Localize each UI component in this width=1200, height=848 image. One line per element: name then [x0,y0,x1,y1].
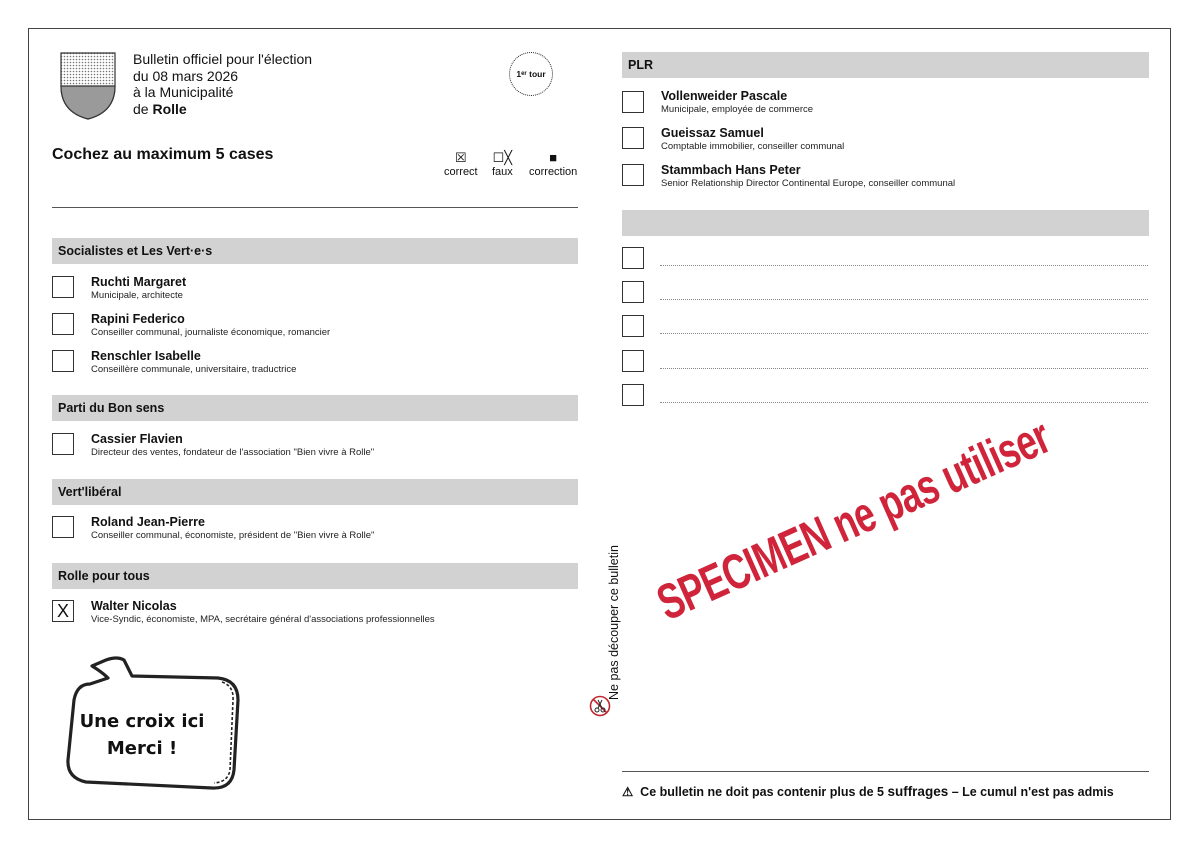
do-not-cut-notice: Ne pas découper ce bulletin [607,545,621,700]
list-header-bon-sens: Parti du Bon sens [52,395,578,421]
candidate-description: Municipale, employée de commerce [661,104,814,115]
candidate-checkbox[interactable] [622,91,644,113]
candidate-name: Renschler Isabelle [91,349,201,363]
candidate-description: Vice-Syndic, économiste, MPA, secrétaire général d'associations professionnelles [91,614,435,625]
list-header-blank [622,210,1149,236]
candidate-checkbox[interactable] [622,164,644,186]
filled-box-icon: ■ [549,150,558,165]
candidate-description: Conseiller communal, journaliste économique, romancier [91,327,331,338]
blank-checkbox[interactable] [622,247,644,269]
write-in-line[interactable] [660,299,1148,300]
list-header-rolle-pour-tous: Rolle pour tous [52,563,578,589]
header-line-4: de Rolle [133,100,187,117]
divider [52,207,578,208]
candidate-name: Roland Jean-Pierre [91,515,205,529]
candidate-checkbox[interactable] [52,313,74,335]
candidate-description: Municipale, architecte [91,290,183,301]
write-in-line[interactable] [660,265,1148,266]
candidate-checkbox[interactable] [622,127,644,149]
rolle-coat-of-arms-icon [60,52,116,120]
candidate-checkbox[interactable]: X [52,600,74,622]
candidate-name: Rapini Federico [91,312,185,326]
candidate-checkbox[interactable] [52,276,74,298]
header-line-2: du 08 mars 2026 [133,67,239,84]
blank-checkbox[interactable] [622,281,644,303]
header-line-3: à la Municipalité [133,84,234,100]
candidate-description: Conseillère communale, universitaire, traductrice [91,364,297,375]
candidate-name: Stammbach Hans Peter [661,163,801,177]
candidate-checkbox[interactable] [52,350,74,372]
candidate-description: Senior Relationship Director Continental Europe, conseiller communal [661,178,956,189]
footer-warning: ⚠ Ce bulletin ne doit pas contenir plus de 5 suffrages – Le cumul n'est pas admis [622,784,1114,799]
legend-correct: ☒ correct [444,150,478,178]
speech-bubble-text: Une croix ici Merci ! [79,711,205,759]
legend-correction: ■ correction [529,150,578,178]
list-header-socialistes: Socialistes et Les Vert·e·s [52,238,578,264]
write-in-line[interactable] [660,333,1148,334]
blank-checkbox[interactable] [622,315,644,337]
candidate-description: Conseiller communal, économiste, président de "Bien vivre à Rolle" [91,530,375,541]
wrong-mark-icon: ☐╳ [492,150,513,165]
candidate-name: Gueissaz Samuel [661,126,764,140]
candidate-checkbox[interactable] [52,433,74,455]
warning-icon: ⚠ [622,785,634,799]
specimen-stamp: SPECIMEN ne pas utiliser [648,407,1058,632]
footer-divider [622,771,1149,772]
no-scissors-icon [589,695,611,717]
list-header-plr: PLR [622,52,1149,78]
header-line-1: Bulletin officiel pour l'élection [133,51,313,67]
blank-checkbox[interactable] [622,350,644,372]
round-badge: 1 er tour [509,52,553,96]
town-name: Rolle [152,100,187,117]
list-header-vert-liberal: Vert'libéral [52,479,578,505]
candidate-checkbox[interactable] [52,516,74,538]
write-in-line[interactable] [660,368,1148,369]
candidate-name: Ruchti Margaret [91,275,187,289]
candidate-name: Vollenweider Pascale [661,89,788,103]
candidate-description: Directeur des ventes, fondateur de l'association "Bien vivre à Rolle" [91,447,375,458]
candidate-name: Cassier Flavien [91,432,183,446]
blank-checkbox[interactable] [622,384,644,406]
ballot-header [133,51,312,117]
legend-faux: ☐╳ faux [492,150,513,178]
candidate-name: Walter Nicolas [91,599,177,613]
correct-mark-icon: ☒ [454,150,467,165]
instructions: Cochez au maximum 5 cases [52,146,274,163]
candidate-description: Comptable immobilier, conseiller communal [661,141,845,152]
